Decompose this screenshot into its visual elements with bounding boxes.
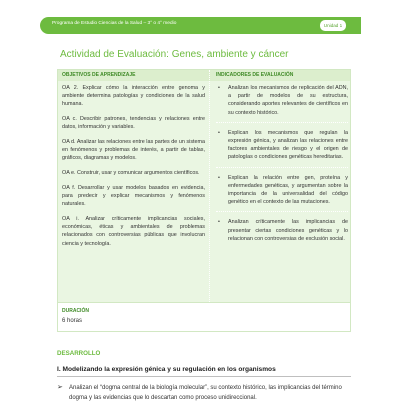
objectives-table: [57, 69, 351, 303]
header-band: [40, 17, 361, 34]
indicators-list: [216, 84, 348, 248]
duration-value: 6 horas: [62, 318, 83, 324]
indicator-divider: [216, 167, 348, 168]
bullet-icon: •: [218, 174, 220, 181]
program-title: Programa de Estudio Ciencias de la Salud – 3° o 4° medio: [52, 21, 177, 26]
bullet-icon: •: [218, 129, 220, 136]
section-divider: [57, 376, 351, 377]
indicator-item: [216, 129, 348, 162]
indicator-divider: [216, 122, 348, 123]
indicator-item: [216, 174, 348, 207]
duration-block: [57, 303, 351, 332]
objectives-column-header: OBJETIVOS DE APRENDIZAJE: [62, 72, 136, 78]
bullet-icon: •: [218, 85, 220, 91]
objective-item: OA c. Describir patrones, tendencias y relaciones entre datos, información y variables.: [62, 116, 205, 131]
activity-text: Analizan el “dogma central de la biología molecular”, su contexto histórico, las implicancias del término dogma y las evidencias que lo descartan como proceso unidireccional.: [69, 385, 342, 401]
indicator-item: [216, 84, 348, 117]
indicator-item: [216, 218, 348, 243]
indicator-text: Analizan críticamente las implicancias de presentar ciertas condiciones genéticas y lo relacionan con controversias de exclusión social.: [228, 219, 348, 242]
objective-item: OA 2. Explicar cómo la interacción entre genoma y ambiente determina patologías y condiciones de la salud humana.: [62, 85, 205, 108]
objective-item: OA e. Construir, usar y comunicar argumentos científicos.: [62, 170, 200, 177]
indicator-divider: [216, 211, 348, 212]
unit-badge: Unidad 1: [320, 20, 346, 31]
indicator-text: Explican los mecanismos que regulan la expresión génica, y analizan las relaciones entre factores ambientales de riesgo y el origen de patologías o condiciones genéticas hereditarias.: [228, 129, 348, 161]
activity-title: Actividad de Evaluación: Genes, ambiente y cáncer: [60, 49, 289, 60]
indicator-text: Explican la relación entre gen, proteína y enfermedades genéticas, y argumentan sobre la importancia de la universalidad del código genético en el contexto de las mutaciones.: [228, 174, 348, 206]
indicator-text: Analizan los mecanismos de replicación del ADN, a partir de modelos de su estructura, considerando aportes relevantes de científicos en su contexto histórico.: [228, 85, 348, 116]
indicators-column-header: INDICADORES DE EVALUACIÓN: [216, 72, 294, 78]
objective-item: OA d. Analizar las relaciones entre las partes de un sistema en fenómenos y problemas de interés, a partir de tablas, gráficos, diagramas y modelos.: [62, 139, 205, 162]
duration-label: DURACIÓN: [62, 308, 89, 314]
objective-item: OA i. Analizar críticamente implicancias sociales, económicas, éticas y ambientales de problemas relacionados con controversias públicas que involucran ciencia y tecnología.: [62, 215, 205, 247]
section-heading: I. Modelizando la expresión génica y su regulación en los organismos: [57, 366, 276, 373]
column-divider: [209, 70, 210, 302]
bullet-icon: •: [218, 219, 220, 226]
arrow-bullet-icon: ➢: [57, 384, 63, 391]
objectives-list: [62, 84, 205, 254]
objective-item: OA f. Desarrollar y usar modelos basados en evidencia, para predecir y explicar mecanismos y fenómenos naturales.: [62, 184, 205, 208]
development-heading: DESARROLLO: [57, 350, 101, 357]
table-header: [58, 70, 350, 81]
